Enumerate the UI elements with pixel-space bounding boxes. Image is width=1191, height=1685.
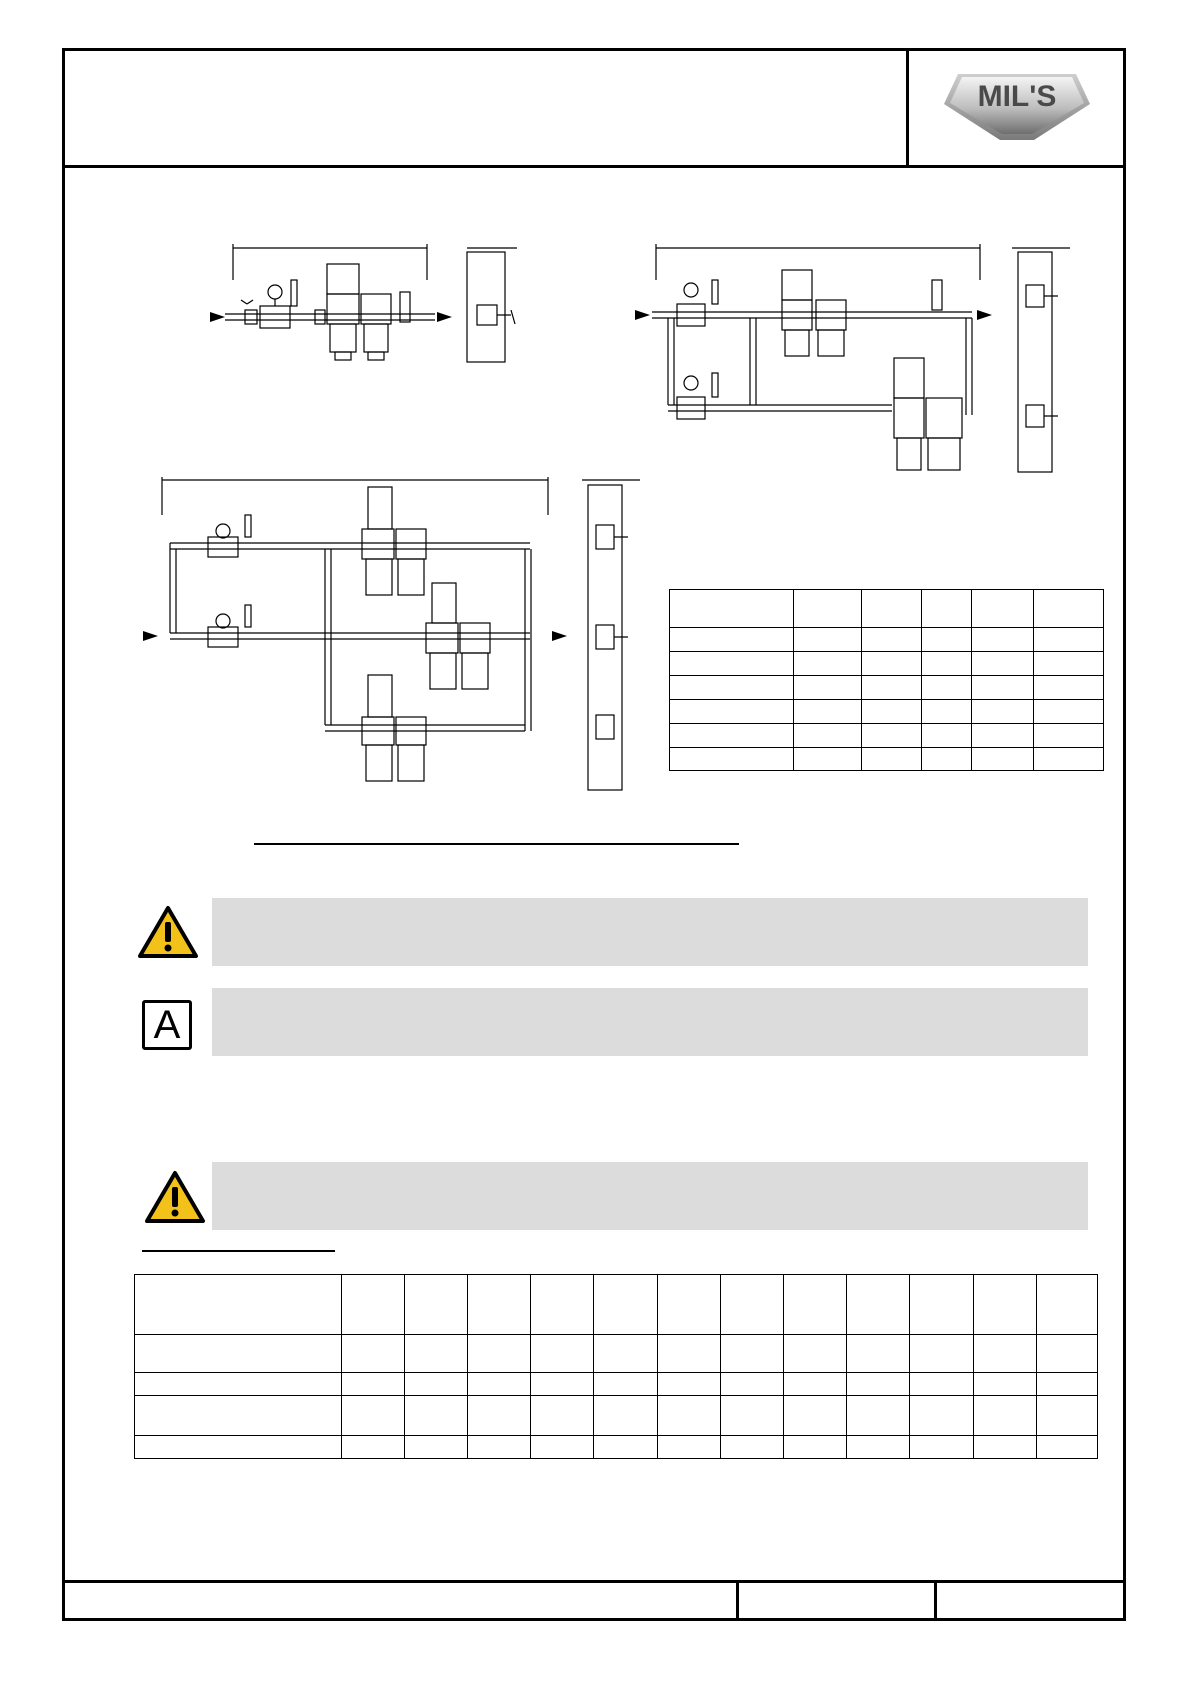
table-cell [135, 1396, 342, 1436]
table-cell [910, 1275, 973, 1335]
table-cell [1034, 724, 1104, 748]
table-cell [720, 1335, 783, 1373]
table-cell [531, 1436, 594, 1459]
table-cell [670, 628, 794, 652]
schematic-triple-line [140, 475, 660, 800]
table-cell [862, 748, 922, 771]
table-cell [972, 590, 1034, 628]
footer-divider-1 [736, 1580, 739, 1621]
table-cell [794, 700, 862, 724]
table-cell [862, 652, 922, 676]
warning-triangle-icon [137, 905, 199, 959]
table-cell [783, 1396, 846, 1436]
table-cell [922, 748, 972, 771]
table-cell [468, 1396, 531, 1436]
table-cell [594, 1396, 657, 1436]
warning-note-2 [212, 1162, 1088, 1230]
table-cell [1034, 676, 1104, 700]
table-cell [1034, 590, 1104, 628]
table-cell [594, 1373, 657, 1396]
footer-top-rule [62, 1580, 1126, 1583]
table-cell [972, 676, 1034, 700]
table-cell [1034, 748, 1104, 771]
table-cell [531, 1396, 594, 1436]
table-cell [794, 652, 862, 676]
table-cell [1036, 1436, 1097, 1459]
table-cell [341, 1275, 404, 1335]
letter-a-icon: A [142, 1000, 192, 1050]
table-cell [468, 1436, 531, 1459]
table-cell [922, 700, 972, 724]
table-cell [973, 1396, 1036, 1436]
table-cell [973, 1436, 1036, 1459]
table-cell [910, 1436, 973, 1459]
logo-text: MIL'S [977, 80, 1057, 113]
table-cell [783, 1436, 846, 1459]
table-cell [922, 652, 972, 676]
table-cell [794, 724, 862, 748]
table-cell [135, 1436, 342, 1459]
header-bottom-rule [62, 165, 1126, 168]
table-cell [1034, 628, 1104, 652]
caption-underline [254, 843, 739, 845]
header-logo-divider [906, 48, 909, 168]
table-cell [1036, 1396, 1097, 1436]
table-cell [594, 1436, 657, 1459]
company-logo [938, 68, 1096, 148]
table-cell [847, 1373, 910, 1396]
table-cell [670, 748, 794, 771]
section-underline [142, 1250, 335, 1252]
table-cell [670, 676, 794, 700]
table-cell [847, 1436, 910, 1459]
table-cell [531, 1373, 594, 1396]
table-cell [720, 1373, 783, 1396]
footer-divider-2 [934, 1580, 937, 1621]
table-cell [341, 1436, 404, 1459]
table-cell [670, 590, 794, 628]
table-cell [794, 676, 862, 700]
table-cell [972, 652, 1034, 676]
table-cell [1034, 652, 1104, 676]
table-cell [794, 590, 862, 628]
warning-triangle-icon [144, 1170, 206, 1224]
table-cell [972, 628, 1034, 652]
table-cell [847, 1396, 910, 1436]
table-cell [657, 1373, 720, 1396]
table-cell [670, 724, 794, 748]
table-cell [973, 1275, 1036, 1335]
table-cell [794, 628, 862, 652]
table-cell [922, 724, 972, 748]
table-cell [670, 652, 794, 676]
table-cell [135, 1275, 342, 1335]
table-cell [720, 1436, 783, 1459]
table-cell [657, 1436, 720, 1459]
table-cell [783, 1275, 846, 1335]
schematic-dual-line [632, 240, 1092, 485]
table-cell [341, 1396, 404, 1436]
table-cell [135, 1373, 342, 1396]
table-cell [341, 1335, 404, 1373]
table-cell [973, 1335, 1036, 1373]
table-cell [135, 1335, 342, 1373]
table-cell [404, 1396, 467, 1436]
table-cell [404, 1275, 467, 1335]
warning-note-1 [212, 898, 1088, 966]
table-cell [973, 1373, 1036, 1396]
table-cell [1036, 1373, 1097, 1396]
table-cell [862, 590, 922, 628]
table-cell [862, 724, 922, 748]
table-cell [922, 590, 972, 628]
table-cell [922, 628, 972, 652]
table-cell [847, 1275, 910, 1335]
table-cell [910, 1373, 973, 1396]
table-cell [1036, 1275, 1097, 1335]
specifications-table [134, 1274, 1098, 1459]
table-cell [972, 724, 1034, 748]
info-note [212, 988, 1088, 1056]
table-cell [910, 1396, 973, 1436]
table-cell [862, 676, 922, 700]
table-cell [1036, 1335, 1097, 1373]
table-cell [341, 1373, 404, 1396]
table-cell [862, 628, 922, 652]
table-cell [794, 748, 862, 771]
table-cell [404, 1335, 467, 1373]
table-cell [468, 1373, 531, 1396]
table-cell [910, 1335, 973, 1373]
schematic-single-line [205, 240, 555, 380]
table-cell [783, 1335, 846, 1373]
table-cell [657, 1275, 720, 1335]
table-cell [720, 1396, 783, 1436]
table-cell [720, 1275, 783, 1335]
table-cell [847, 1335, 910, 1373]
table-cell [670, 700, 794, 724]
dimensions-table [669, 589, 1104, 771]
table-cell [594, 1275, 657, 1335]
table-cell [922, 676, 972, 700]
table-cell [468, 1275, 531, 1335]
table-cell [657, 1335, 720, 1373]
table-cell [468, 1335, 531, 1373]
table-cell [972, 748, 1034, 771]
table-cell [1034, 700, 1104, 724]
table-cell [531, 1275, 594, 1335]
table-cell [594, 1335, 657, 1373]
table-cell [783, 1373, 846, 1396]
table-cell [657, 1396, 720, 1436]
table-cell [972, 700, 1034, 724]
table-cell [404, 1436, 467, 1459]
table-cell [531, 1335, 594, 1373]
table-cell [862, 700, 922, 724]
table-cell [404, 1373, 467, 1396]
